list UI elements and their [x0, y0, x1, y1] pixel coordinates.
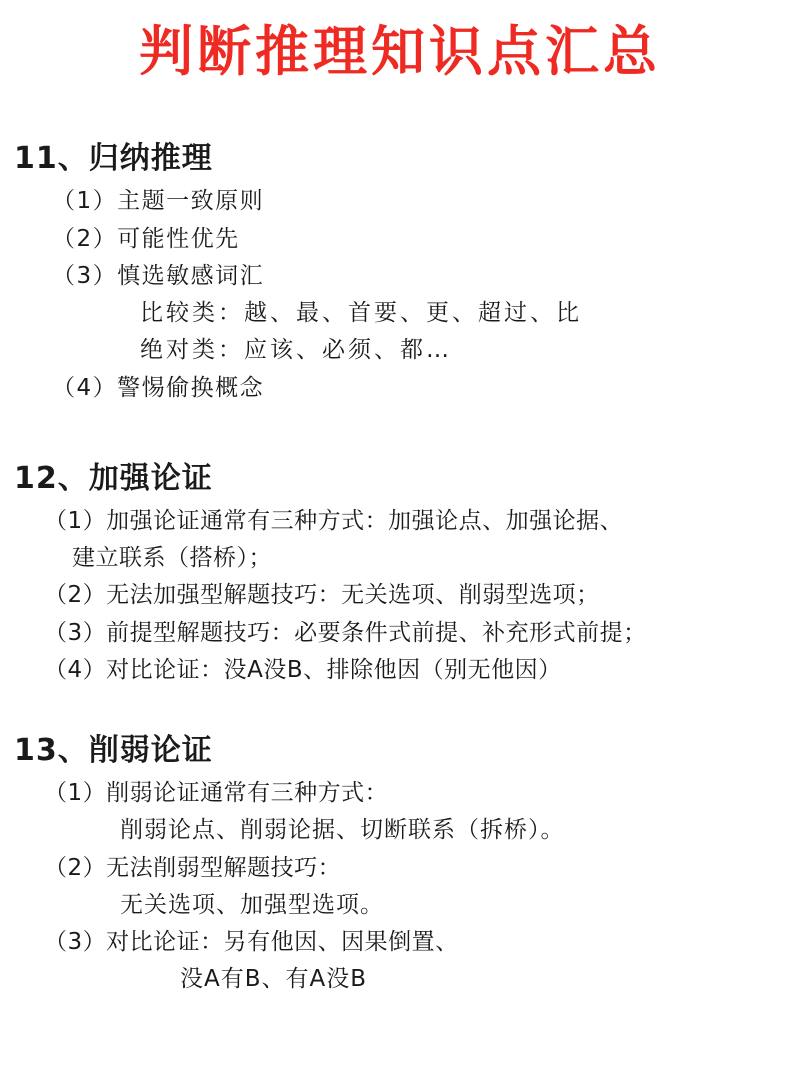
list-item-sub: 无关选项、加强型选项。	[120, 891, 384, 918]
list-item-sub: 削弱论点、削弱论据、切断联系（拆桥）。	[120, 817, 565, 844]
section-heading: 12、加强论证	[14, 460, 213, 496]
section-heading: 13、削弱论证	[14, 733, 213, 769]
section-削弱论证	[0, 725, 800, 999]
list-item: （3）慎选敏感词汇	[52, 262, 265, 289]
section-heading: 11、归纳推理	[14, 141, 213, 177]
list-item-sub: 绝对类：应该、必须、都…	[140, 337, 452, 364]
list-item: （4）对比论证：没A没B、排除他因（别无他因）	[44, 656, 562, 683]
list-item: （4）警惕偷换概念	[52, 374, 265, 401]
list-item: （1）加强论证通常有三种方式：加强论点、加强论据、	[44, 507, 624, 534]
list-item: （3）对比论证：另有他因、因果倒置、	[44, 929, 459, 956]
list-item: （3）前提型解题技巧：必要条件式前提、补充形式前提；	[44, 619, 647, 646]
section-body	[0, 775, 800, 999]
page-title: 判断推理知识点汇总	[139, 20, 661, 83]
list-item: （2）无法加强型解题技巧：无关选项、削弱型选项；	[44, 582, 600, 609]
list-item: （2）无法削弱型解题技巧：	[44, 854, 342, 881]
document-page	[0, 22, 800, 1089]
list-item: （1）主题一致原则	[52, 188, 265, 215]
list-item: （2）可能性优先	[52, 225, 240, 252]
list-item-sub: 比较类：越、最、首要、更、超过、比	[140, 300, 582, 327]
list-item: （1）削弱论证通常有三种方式：	[44, 780, 389, 807]
section-归纳推理	[0, 133, 800, 407]
list-item-sub: 建立联系（搭桥）；	[72, 545, 272, 572]
section-body	[0, 183, 800, 407]
list-item-sub: 没A有B、有A没B	[180, 966, 368, 993]
section-加强论证	[0, 453, 800, 689]
section-body	[0, 503, 800, 689]
